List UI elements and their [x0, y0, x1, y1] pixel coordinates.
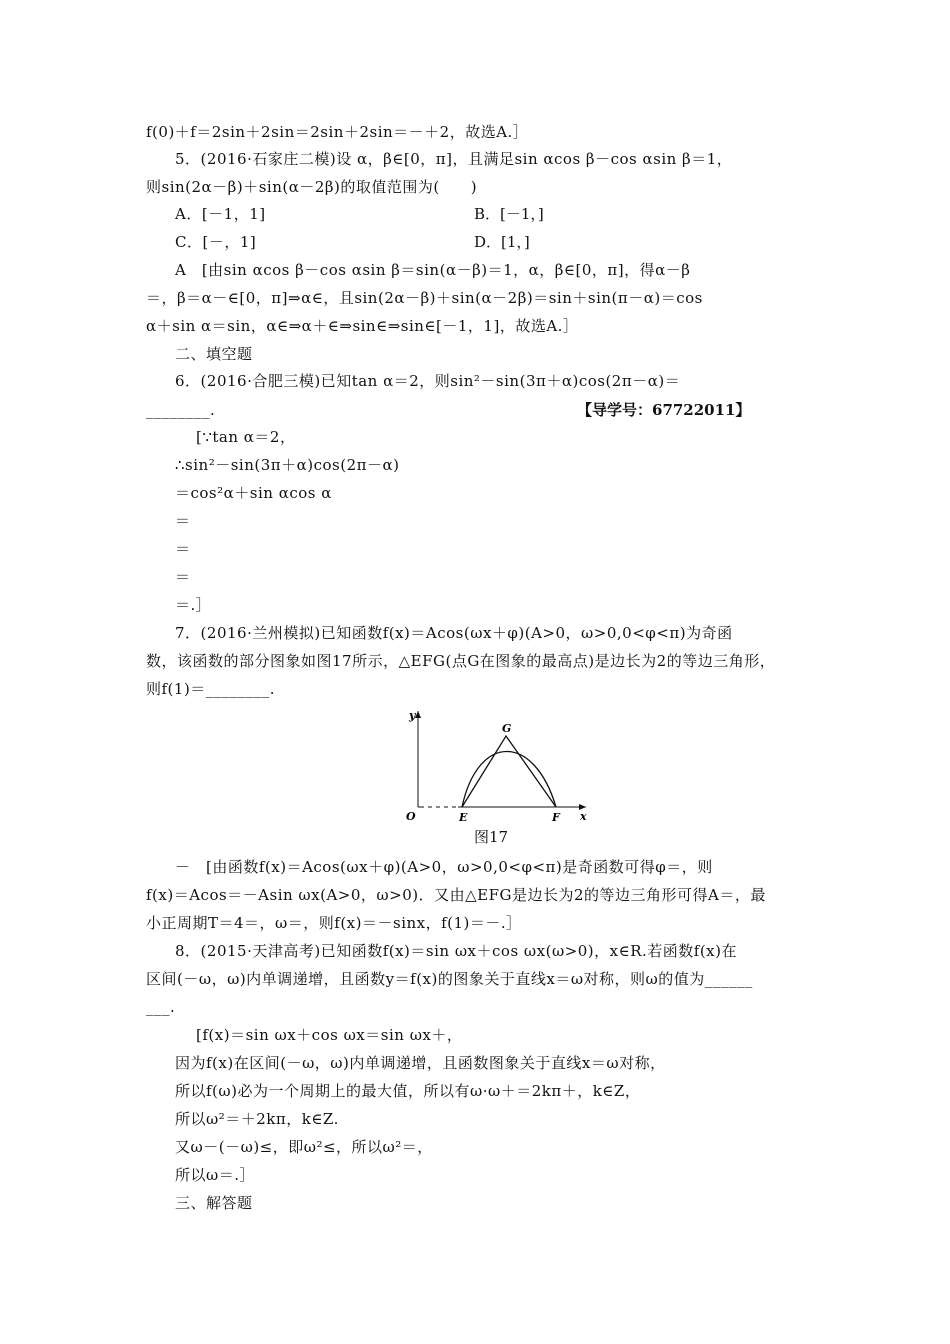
solution-line: 所以f(ω)必为一个周期上的最大值，所以有ω·ω＋＝2kπ＋，k∈Z， — [175, 1082, 641, 1100]
origin-label: O — [406, 810, 416, 823]
solution-line: 所以ω＝.］ — [175, 1166, 255, 1184]
section-heading: 二、填空题 — [175, 345, 253, 363]
question-8: 8．(2015·天津高考)已知函数f(x)＝sin ωx＋cos ωx(ω>0)，x∈R.若函数f(x)在 — [175, 942, 737, 960]
question-5: 5．(2016·石家庄二模)设 α，β∈[0，π]，且满足sin αcos β－cos αsin β＝1， — [175, 150, 733, 168]
text-line: α＋sin α＝sin，α∈⇒α＋∈⇒sin∈⇒sin∈[－1，1]，故选A.］ — [146, 317, 579, 335]
solution-line: 因为f(x)在区间(－ω，ω)内单调递增，且函数图象关于直线x＝ω对称， — [175, 1054, 666, 1072]
option-b: B．[－1，] — [474, 205, 544, 223]
y-label: y — [409, 709, 416, 722]
text-line: 则f(1)＝________. — [146, 680, 276, 698]
solution-line: ＝cos²α＋sin αcos α — [175, 484, 332, 502]
section-heading: 三、解答题 — [175, 1194, 253, 1212]
figure-caption: 图17 — [474, 828, 509, 846]
solution-line: ＝.］ — [175, 596, 212, 614]
solution-line: ＝ — [175, 540, 191, 558]
solution-line: ＝ — [175, 512, 191, 530]
option-d: D．[1，] — [474, 233, 530, 251]
solution-line: [∵tan α＝2， — [196, 428, 296, 446]
answer-7: － [由函数f(x)＝Acos(ωx＋φ)(A>0，ω>0,0<φ<π)是奇函数可得φ＝，则 — [175, 858, 713, 876]
point-f-label: F — [552, 811, 560, 823]
blank-line: ___. — [146, 998, 176, 1016]
cosine-curve — [462, 752, 556, 808]
reference-number: 【导学号：67722011】 — [577, 401, 751, 419]
question-7: 7．(2016·兰州模拟)已知函数f(x)＝Acos(ωx＋φ)(A>0，ω>0,0<φ<π)为奇函 — [175, 624, 733, 642]
text-line: ＝，β＝α－∈[0，π]⇒α∈，且sin(2α－β)＋sin(α－2β)＝sin＋sin(π－α)＝cos — [146, 289, 703, 307]
solution-line: [f(x)＝sin ωx＋cos ωx＝sin ωx＋， — [196, 1026, 463, 1044]
function-graph-figure — [396, 703, 596, 823]
text-line: 小正周期T＝4＝，ω＝，则f(x)＝－sinx，f(1)＝－.］ — [146, 914, 522, 932]
option-c: C．[－，1] — [175, 233, 257, 251]
text-line: f(x)＝Acos＝－Asin ωx(A>0，ω>0)．又由△EFG是边长为2的等边三角形可得A＝，最 — [146, 886, 766, 904]
x-label: x — [580, 810, 587, 823]
point-e-label: E — [459, 811, 468, 823]
solution-line: ∴sin²－sin(3π＋α)cos(2π－α) — [175, 456, 400, 474]
solution-line: 又ω－(－ω)≤，即ω²≤，所以ω²＝， — [175, 1138, 433, 1156]
question-6: 6．(2016·合肥三模)已知tan α＝2，则sin²－sin(3π＋α)cos(2π－α)＝ — [175, 372, 681, 390]
solution-line: 所以ω²＝＋2kπ，k∈Z. — [175, 1110, 339, 1128]
text-line: 数，该函数的部分图象如图17所示，△EFG(点G在图象的最高点)是边长为2的等边三角形， — [146, 652, 776, 670]
text-line: 区间(－ω，ω)内单调递增，且函数y＝f(x)的图象关于直线x＝ω对称，则ω的值为______ — [146, 970, 753, 988]
y-axis-arrow — [415, 711, 421, 718]
point-g-label: G — [502, 722, 512, 735]
solution-line: ＝ — [175, 568, 191, 586]
blank-line: ________. — [146, 401, 216, 419]
answer-5: A [由sin αcos β－cos αsin β＝sin(α－β)＝1，α，β∈[0，π]，得α－β — [175, 261, 691, 279]
option-a: A．[－1，1] — [175, 205, 266, 223]
text-line: f(0)＋f＝2sin＋2sin＝2sin＋2sin＝－＋2，故选A.］ — [146, 123, 529, 141]
text-line: 则sin(2α－β)＋sin(α－2β)的取值范围为( ) — [146, 178, 478, 196]
